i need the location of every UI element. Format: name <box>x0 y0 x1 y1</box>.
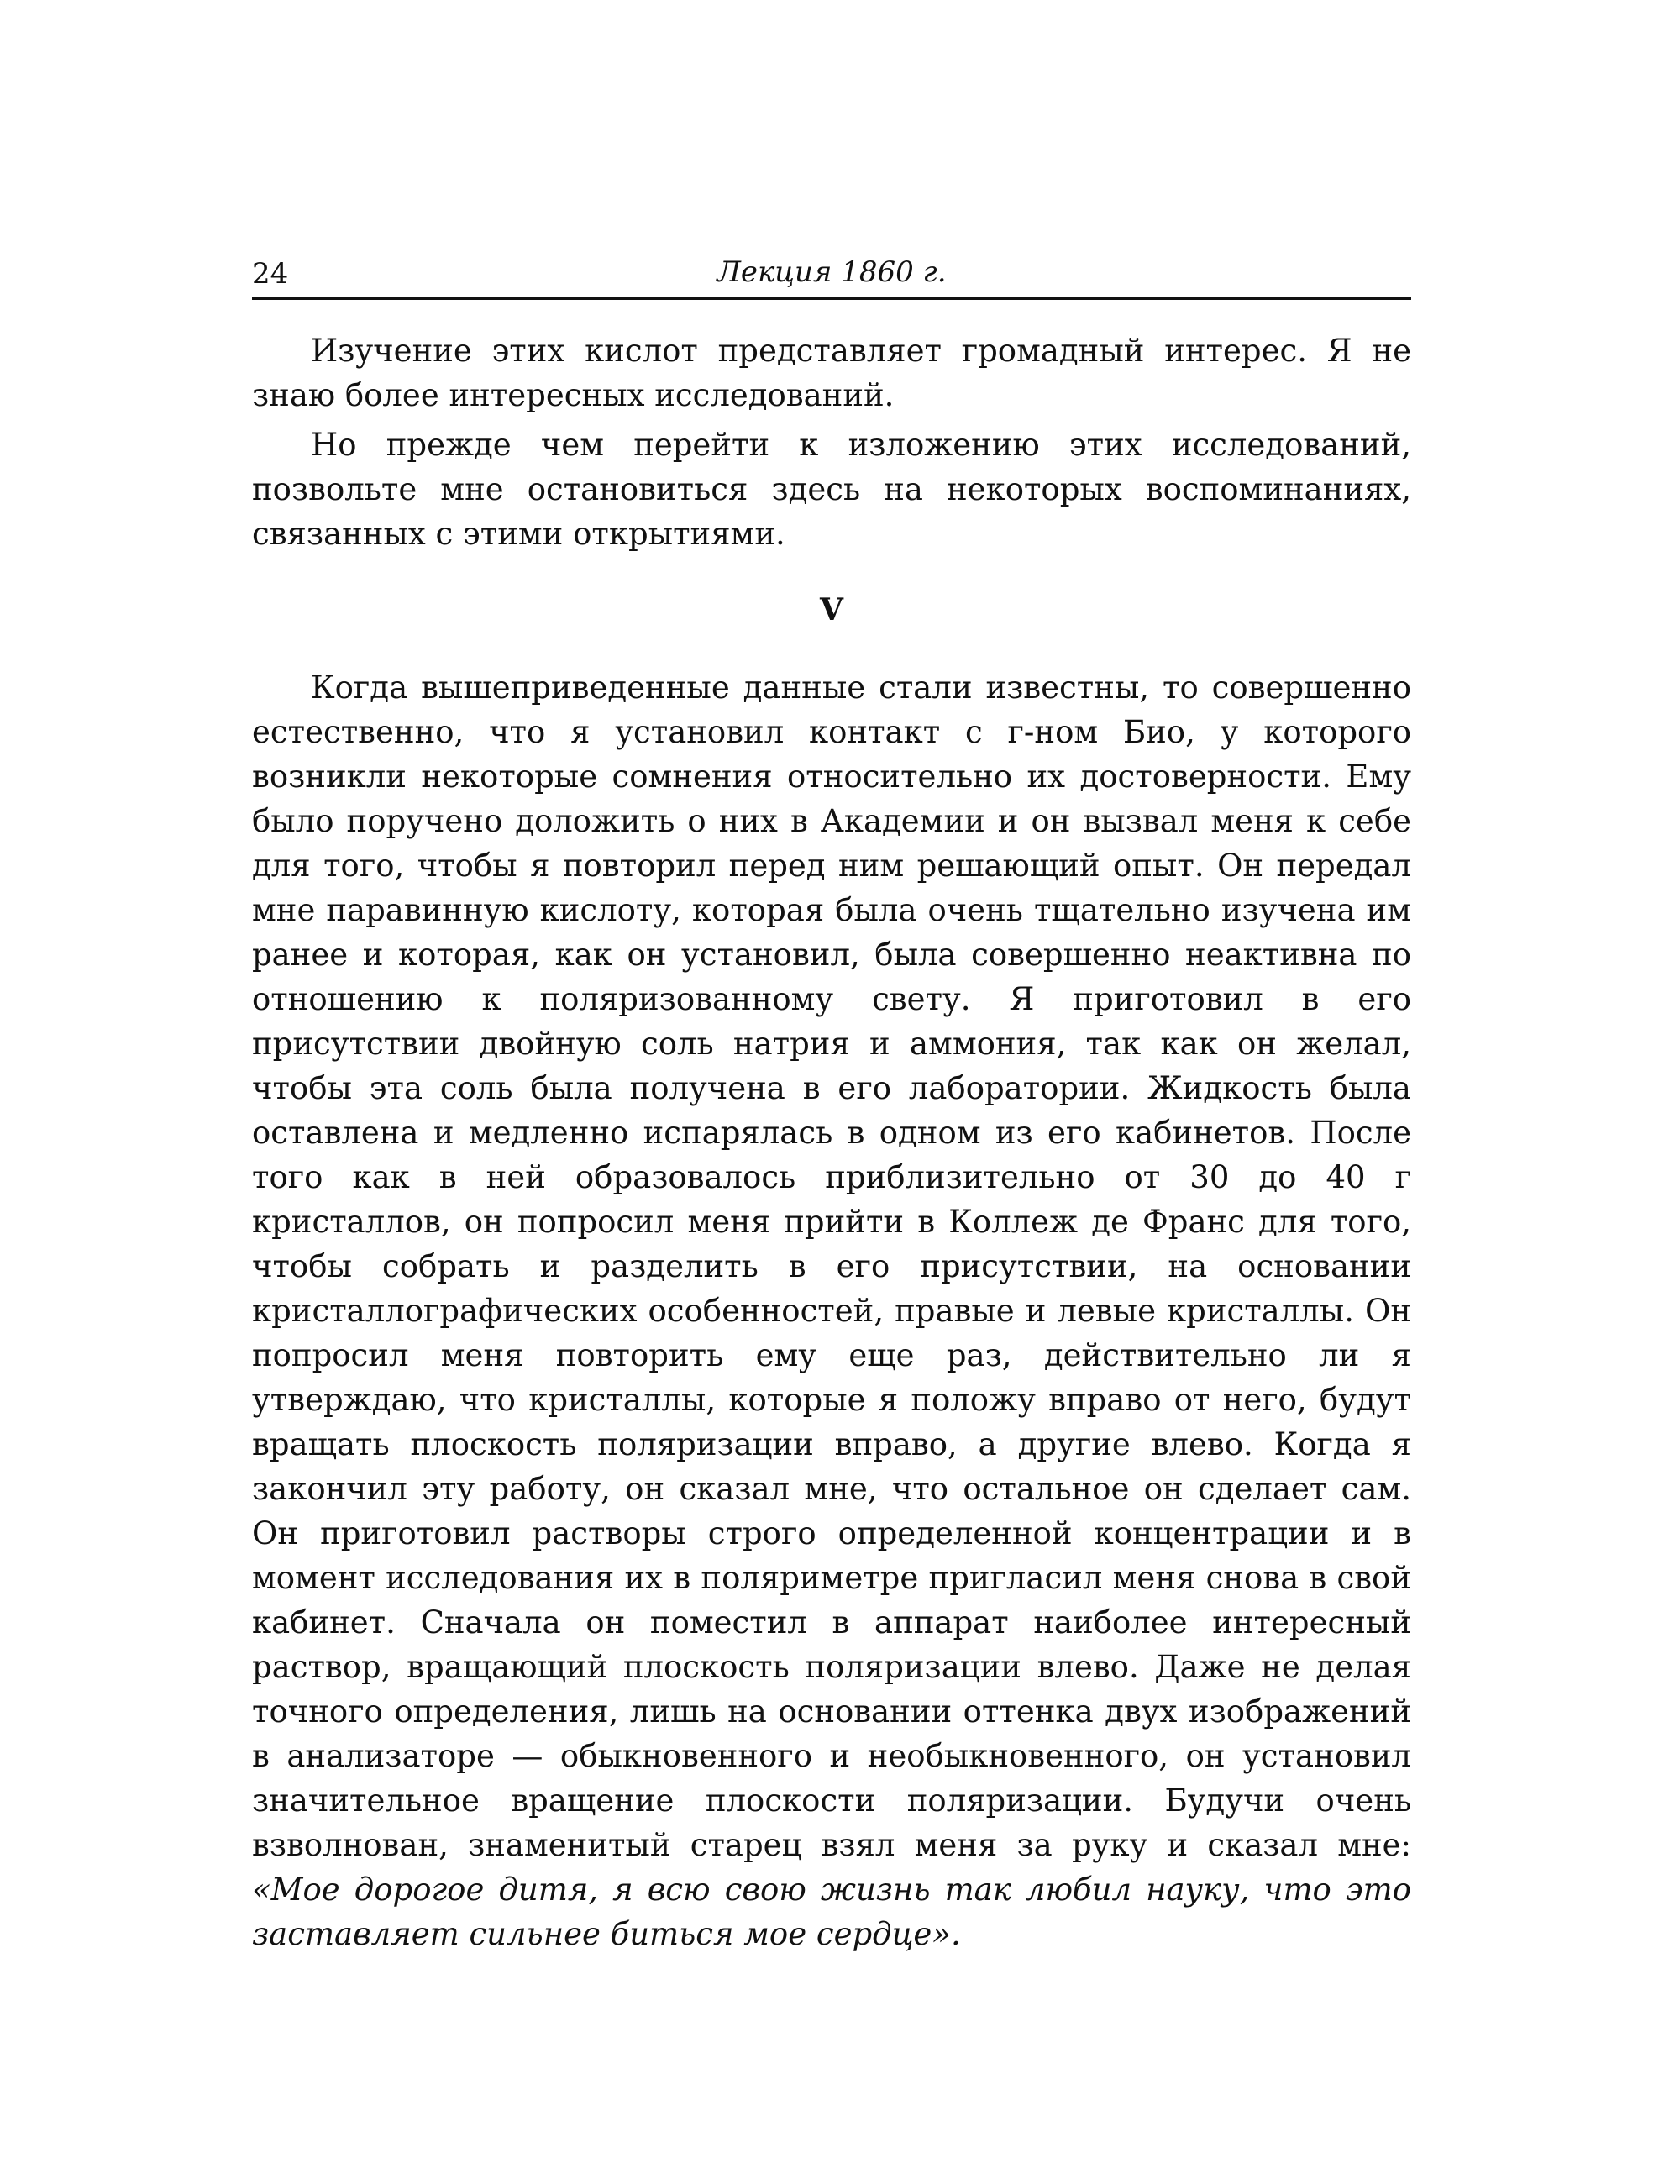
section-text <box>252 665 1411 1956</box>
page-number: 24 <box>252 257 289 291</box>
paragraph-memories: Но прежде чем перейти к изложению этих исследований, позвольте мне остановиться здесь на некоторых воспоминаниях, связанных с этими открытиями. <box>252 427 1411 552</box>
opening-text <box>252 328 1411 556</box>
biot-quote: «Мое дорогое дитя, я всю свою жизнь так любил науку, что это заставляет сильнее биться мое сердце». <box>252 1872 1411 1952</box>
running-title: Лекция 1860 г. <box>717 255 947 289</box>
paragraph-biot-experiment <box>252 665 1411 1956</box>
book-page <box>252 252 1411 1956</box>
paragraph-body: Когда вышеприведенные данные стали известны, то совершенно естественно, что я установил контакт с г-ном Био, у которого возникли некоторые сомнения относительно их достоверности. Ему было поручено доложить о них в Академии и он вызвал меня к себе для того, чтобы я повторил перед ним решающий опыт. Он передал мне паравинную кислоту, которая была очень тщательно изучена им ранее и которая, как он установил, была совершенно неактивна по отношению к поляризованному свету. Я приготовил в его присутствии двойную соль натрия и аммония, так как он желал, чтобы эта соль была получена в его лаборатории. Жидкость была оставлена и медленно испарялась в одном из его кабинетов. После того как в ней образовалось приблизительно от 30 до 40 г кристаллов, он попросил меня прийти в Коллеж де Франс для того, чтобы собрать и разделить в его присутствии, на основании кристаллографических особенностей, правые и левые кристаллы. Он попросил меня повторить ему еще раз, действительно ли я утверждаю, что кристаллы, которые я положу вправо от него, будут вращать плоскость поляризации вправо, а другие влево. Когда я закончил эту работу, он сказал мне, что остальное он сделает сам. Он приготовил растворы строго определенной концентрации и в момент исследования их в поляриметре пригласил меня снова в свой кабинет. Сначала он поместил в аппарат наиболее интересный раствор, вращающий плоскость поляризации влево. Даже не делая точного определения, лишь на основании оттенка двух изображений в анализаторе — обыкновенного и необыкновенного, он установил значительное вращение плоскости поляризации. Будучи очень взволнован, знаменитый старец взял меня за руку и сказал мне: <box>252 669 1411 1863</box>
running-header <box>252 252 1411 300</box>
paragraph-interest: Изучение этих кислот представляет громадный интерес. Я не знаю более интересных исследований. <box>252 333 1411 413</box>
section-number: V <box>820 592 843 627</box>
